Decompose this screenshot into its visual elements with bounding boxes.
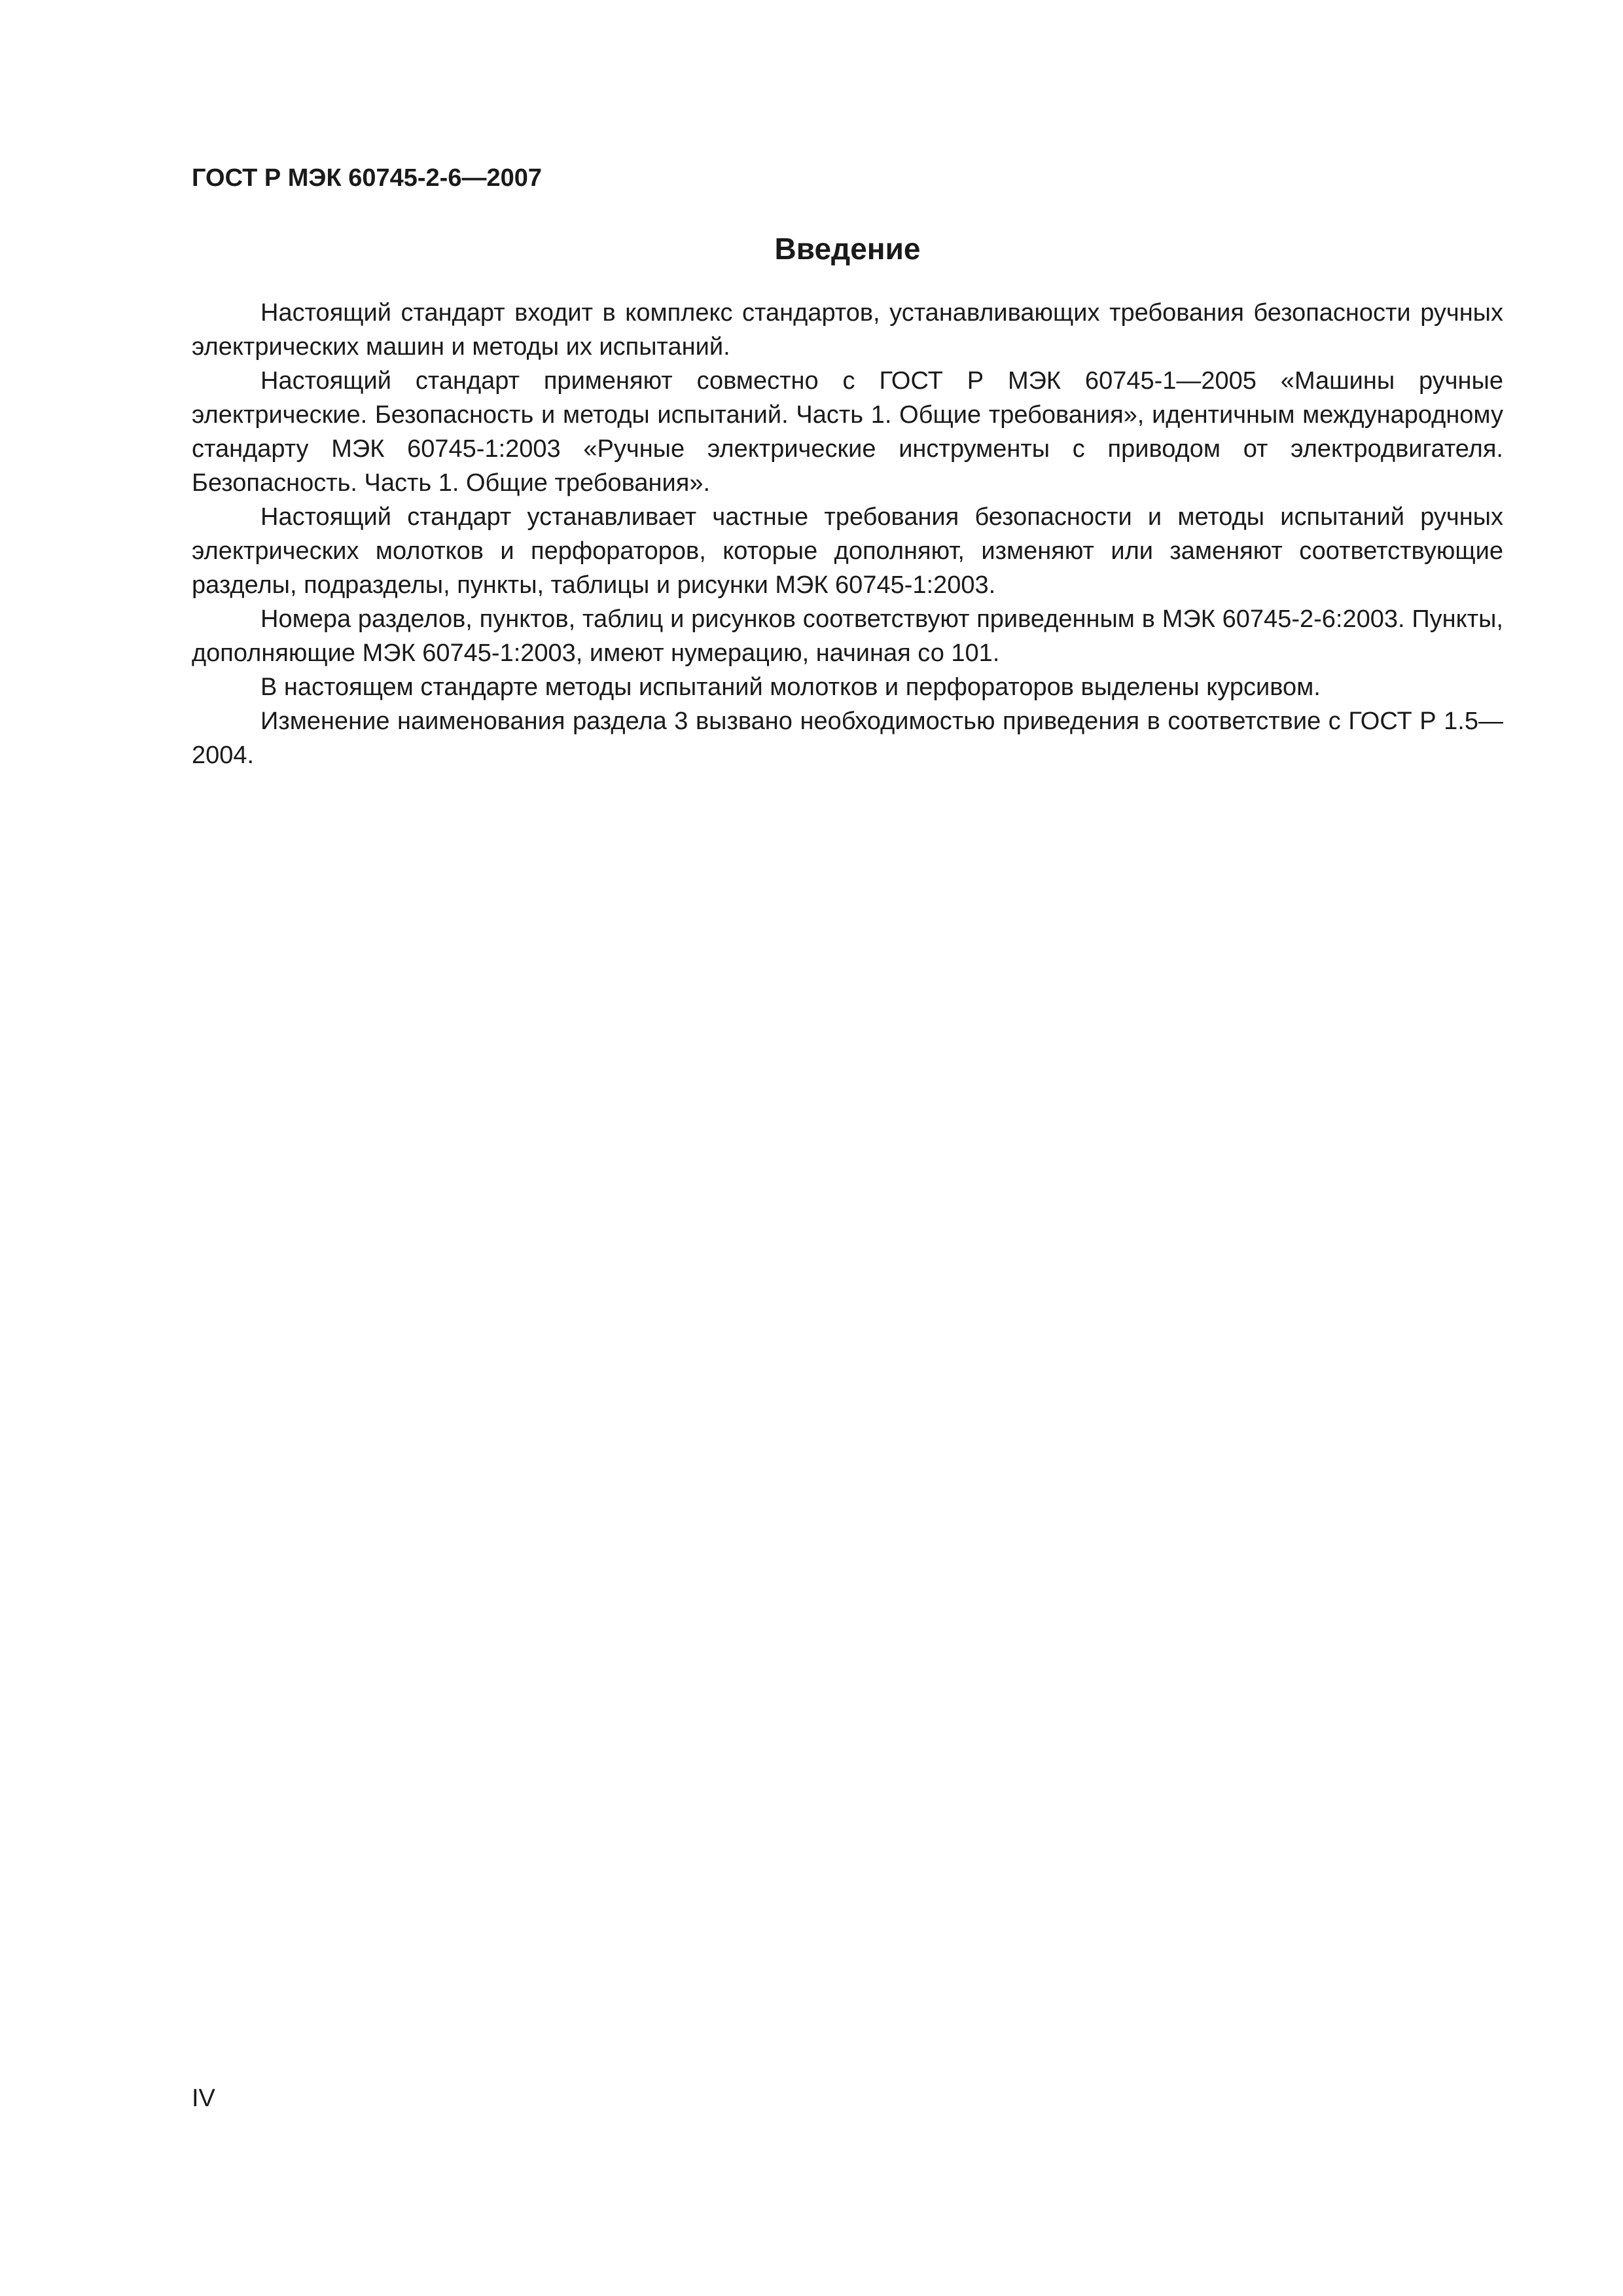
section-title: Введение <box>774 232 921 266</box>
page-number: IV <box>192 2085 215 2112</box>
paragraph: Изменение наименования раздела 3 вызвано необходимостью приведения в соответствие с ГОСТ Р 1.5—2004. <box>192 708 1503 769</box>
paragraph: Настоящий стандарт входит в комплекс стандартов, устанавливающих требования безопасности ручных электрических машин и методы их испытаний. <box>192 299 1503 361</box>
introduction-body <box>192 296 1503 772</box>
paragraph: Номера разделов, пунктов, таблиц и рисунков соответствуют приведенным в МЭК 60745-2-6:2003. Пункты, дополняющие МЭК 60745-1:2003, имеют нумерацию, начиная со 101. <box>192 605 1503 667</box>
paragraph: Настоящий стандарт устанавливает частные требования безопасности и методы испытаний ручных электрических молотков и перфораторов, которые дополняют, изменяют или заменяют соответствующие разделы, подразделы, пункты, таблицы и рисунки МЭК 60745-1:2003. <box>192 503 1503 599</box>
document-code-header: ГОСТ Р МЭК 60745-2-6—2007 <box>192 164 542 192</box>
paragraph: Настоящий стандарт применяют совместно с ГОСТ Р МЭК 60745-1—2005 «Машины ручные электрические. Безопасность и методы испытаний. Часть 1. Общие требования», идентичным международному стандарту МЭК 60745-1:2003 «Ручные электрические инструменты с приводом от электродвигателя. Безопасность. Часть 1. Общие требования». <box>192 367 1503 497</box>
paragraph: В настоящем стандарте методы испытаний молотков и перфораторов выделены курсивом. <box>260 673 1321 701</box>
